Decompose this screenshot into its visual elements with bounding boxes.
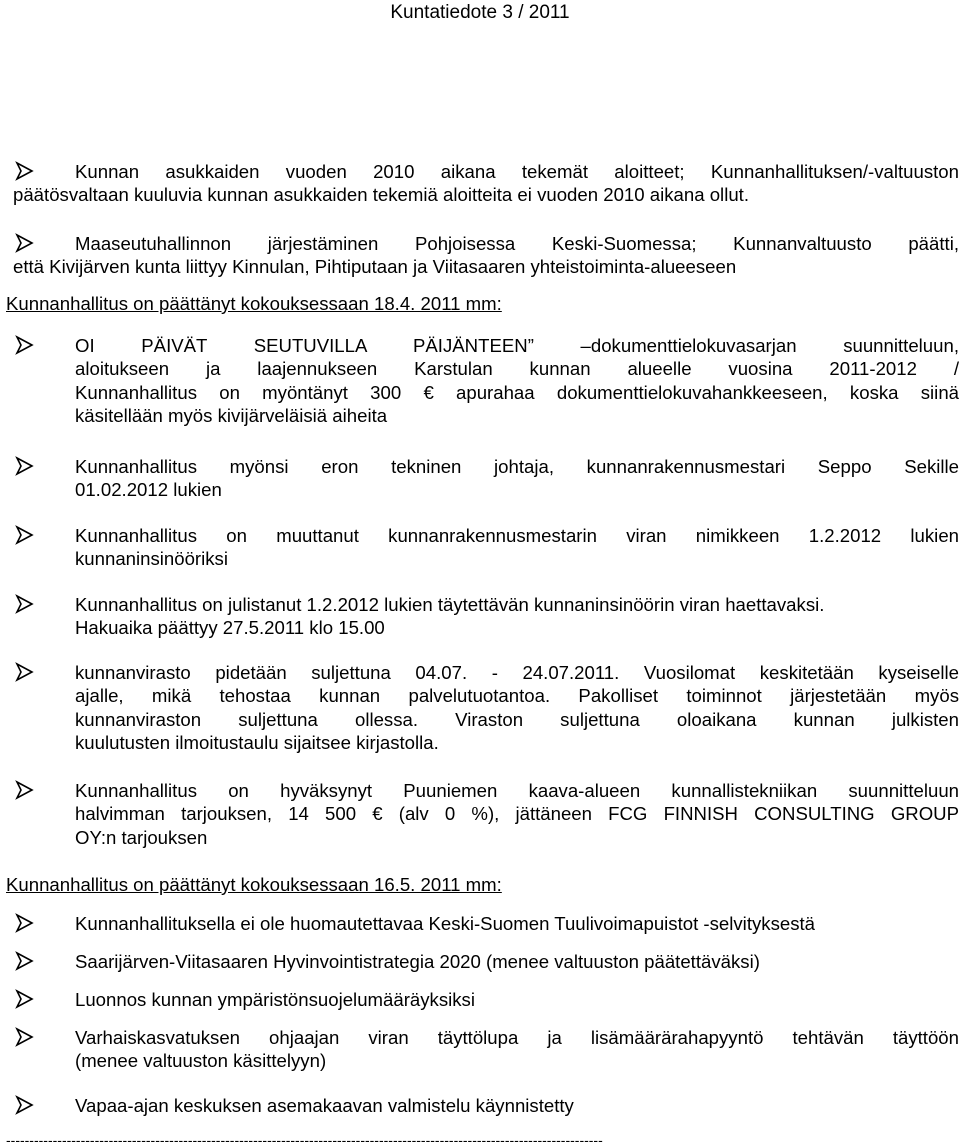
- text-line: että Kivijärven kunta liittyy Kinnulan, Pihtiputaan ja Viitasaaren yhteistoiminta-alueeseen: [13, 256, 737, 278]
- list-item-text: [75, 950, 959, 973]
- list-item-text: [75, 593, 959, 640]
- chevron-right-icon: [13, 593, 35, 615]
- page-title: Kuntatiedote 3 / 2011: [390, 2, 570, 23]
- list-item: [13, 912, 959, 935]
- chevron-right-icon: [13, 455, 35, 477]
- chevron-right-icon: [13, 779, 35, 801]
- text-line: Kunnan asukkaiden vuoden 2010 aikana tekemät aloitteet; Kunnanhallituksen/-valtuuston: [75, 161, 959, 182]
- list-item: [13, 334, 959, 428]
- text-line: päätösvaltaan kuuluvia kunnan asukkaiden tekemiä aloitteita ei vuoden 2010 aikana ollut.: [13, 184, 749, 206]
- text-line: kunnanviraston suljettuna ollessa. Viraston suljettuna oloaikana kunnan julkisten: [75, 708, 959, 730]
- text-line: Kunnanhallitus on hyväksynyt Puuniemen kaava-alueen kunnallistekniikan suunnitteluun: [75, 780, 959, 801]
- chevron-right-icon: [13, 988, 35, 1010]
- list-item: [13, 1094, 959, 1117]
- text-line: Kunnanhallituksella ei ole huomautettavaa Keski-Suomen Tuulivoimapuistot -selvityksestä: [75, 913, 816, 934]
- text-line: Maaseutuhallinnon järjestäminen Pohjoisessa Keski-Suomessa; Kunnanvaltuusto päätti,: [75, 233, 959, 254]
- list-item-text: [13, 160, 959, 207]
- footer-separator: --------------------------------------------------------------------------------------------------------------------------------: [6, 1133, 603, 1147]
- chevron-right-icon: [13, 1094, 35, 1116]
- list-item: [13, 988, 959, 1011]
- list-item: [13, 455, 959, 502]
- text-line: Kunnanhallitus on julistanut 1.2.2012 lukien täytettävän kunnaninsinöörin viran haettavaksi.: [75, 594, 825, 615]
- list-item-text: [75, 334, 959, 428]
- chevron-right-icon: [13, 661, 35, 683]
- chevron-right-icon: [13, 950, 35, 972]
- text-line: Varhaiskasvatuksen ohjaajan viran täyttölupa ja lisämäärärahapyyntö tehtävän täyttöön: [75, 1027, 959, 1048]
- text-line: Luonnos kunnan ympäristönsuojelumääräyksiksi: [75, 989, 475, 1010]
- text-line: 01.02.2012 lukien: [75, 479, 222, 501]
- text-line: Kunnanhallitus on muuttanut kunnanrakennusmestarin viran nimikkeen 1.2.2012 lukien: [75, 525, 959, 546]
- list-item-text: [75, 912, 959, 935]
- text-line: ajalle, mikä tehostaa kunnan palvelutuotantoa. Pakolliset toiminnot järjestetään myös: [75, 685, 959, 707]
- section-heading: Kunnanhallitus on päättänyt kokouksessaan 18.4. 2011 mm:: [6, 293, 502, 314]
- list-item: [13, 661, 959, 755]
- text-line: Kunnanhallitus on myöntänyt 300 € apurahaa dokumenttielokuvahankkeeseen, koska siinä: [75, 381, 959, 403]
- text-line: kunnanvirasto pidetään suljettuna 04.07. - 24.07.2011. Vuosilomat keskitetään kyseiselle: [75, 662, 959, 683]
- list-item: [13, 160, 959, 207]
- chevron-right-icon: [13, 1026, 35, 1048]
- text-line: (menee valtuuston käsittelyyn): [75, 1050, 327, 1072]
- list-item-text: [75, 524, 959, 571]
- chevron-right-icon: [13, 524, 35, 546]
- text-line: halvimman tarjouksen, 14 500 € (alv 0 %), jättäneen FCG FINNISH CONSULTING GROUP: [75, 803, 959, 825]
- chevron-right-icon: [13, 232, 35, 254]
- text-line: Saarijärven-Viitasaaren Hyvinvointistrategia 2020 (menee valtuuston päätettäväksi): [75, 951, 760, 972]
- text-line: OI PÄIVÄT SEUTUVILLA PÄIJÄNTEEN” –dokumenttielokuvasarjan suunnitteluun,: [75, 335, 959, 356]
- text-line: käsitellään myös kivijärveläisiä aiheita: [75, 405, 388, 427]
- text-line: Vapaa-ajan keskuksen asemakaavan valmistelu käynnistetty: [75, 1095, 574, 1116]
- text-line: kuulutusten ilmoitustaulu sijaitsee kirjastolla.: [75, 732, 439, 754]
- chevron-right-icon: [13, 160, 35, 182]
- list-item: [13, 1026, 959, 1073]
- list-item: [13, 779, 959, 849]
- list-item: [13, 232, 959, 279]
- chevron-right-icon: [13, 334, 35, 356]
- list-item-text: [75, 661, 959, 755]
- text-line: kunnaninsinööriksi: [75, 548, 228, 570]
- section-heading: Kunnanhallitus on päättänyt kokouksessaan 16.5. 2011 mm:: [6, 874, 502, 895]
- list-item-text: [75, 779, 959, 849]
- list-item: [13, 524, 959, 571]
- text-line: aloitukseen ja laajennukseen Karstulan kunnan alueelle vuosina 2011-2012 /: [75, 358, 959, 380]
- text-line: OY:n tarjouksen: [75, 826, 208, 848]
- list-item-text: [75, 1094, 959, 1117]
- list-item: [13, 593, 959, 640]
- chevron-right-icon: [13, 912, 35, 934]
- list-item: [13, 950, 959, 973]
- list-item-text: [75, 1026, 959, 1073]
- list-item-text: [75, 988, 959, 1011]
- text-line: Hakuaika päättyy 27.5.2011 klo 15.00: [75, 617, 385, 639]
- text-line: Kunnanhallitus myönsi eron tekninen johtaja, kunnanrakennusmestari Seppo Sekille: [75, 456, 959, 477]
- list-item-text: [13, 232, 959, 279]
- list-item-text: [75, 455, 959, 502]
